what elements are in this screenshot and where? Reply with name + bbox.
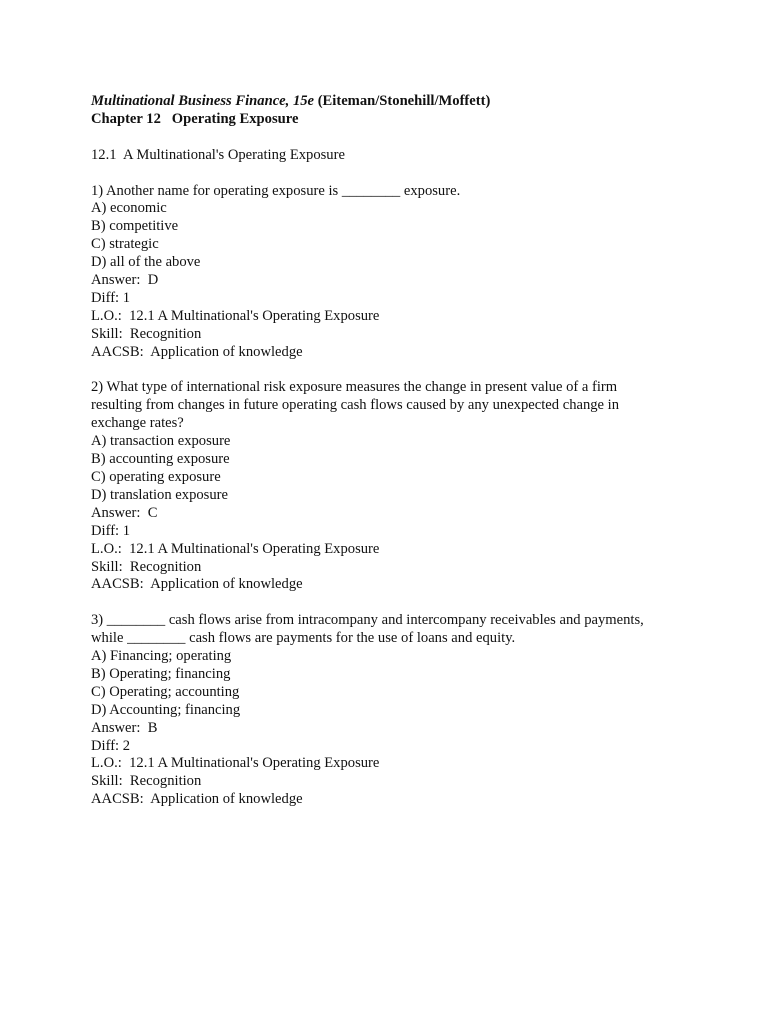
answer-option: D) Accounting; financing bbox=[91, 701, 241, 718]
question-block bbox=[91, 379, 691, 594]
question-stem: resulting from changes in future operating cash flows caused by any unexpected change in bbox=[91, 397, 620, 414]
answer-option: B) Operating; financing bbox=[91, 665, 231, 682]
learning-objective: L.O.: 12.1 A Multinational's Operating Exposure bbox=[91, 540, 380, 557]
answer-option: C) operating exposure bbox=[91, 468, 221, 485]
answer-key: Answer: D bbox=[91, 272, 159, 289]
document-page bbox=[91, 93, 691, 809]
section-heading bbox=[91, 147, 691, 165]
aacsb: AACSB: Application of knowledge bbox=[91, 791, 303, 808]
document-header bbox=[91, 93, 691, 129]
answer-option: D) all of the above bbox=[91, 254, 201, 271]
question-stem: while ________ cash flows are payments for the use of loans and equity. bbox=[91, 630, 516, 647]
question-block bbox=[91, 612, 691, 809]
answer-key: Answer: C bbox=[91, 504, 158, 521]
question-stem: 2) What type of international risk exposure measures the change in present value of a firm bbox=[91, 379, 618, 396]
section-title: 12.1 A Multinational's Operating Exposure bbox=[91, 146, 345, 163]
answer-option: B) competitive bbox=[91, 218, 179, 235]
difficulty: Diff: 1 bbox=[91, 289, 131, 306]
chapter-title: Chapter 12 Operating Exposure bbox=[91, 110, 299, 127]
answer-option: D) translation exposure bbox=[91, 486, 228, 503]
answer-option: A) economic bbox=[91, 200, 167, 217]
skill: Skill: Recognition bbox=[91, 773, 202, 790]
answer-option: C) Operating; accounting bbox=[91, 683, 240, 700]
question-stem: 1) Another name for operating exposure is ________ exposure. bbox=[91, 182, 461, 199]
learning-objective: L.O.: 12.1 A Multinational's Operating Exposure bbox=[91, 307, 380, 324]
book-authors: (Eiteman/Stonehill/Moffett) bbox=[317, 93, 491, 109]
book-title: Multinational Business Finance, 15e bbox=[91, 93, 315, 109]
question-stem: 3) ________ cash flows arise from intracompany and intercompany receivables and payments, bbox=[91, 612, 644, 629]
answer-option: A) Financing; operating bbox=[91, 648, 232, 665]
skill: Skill: Recognition bbox=[91, 558, 202, 575]
question-list bbox=[91, 183, 691, 810]
book-citation bbox=[91, 93, 691, 111]
answer-key: Answer: B bbox=[91, 719, 158, 736]
aacsb: AACSB: Application of knowledge bbox=[91, 343, 303, 360]
difficulty: Diff: 1 bbox=[91, 522, 131, 539]
learning-objective: L.O.: 12.1 A Multinational's Operating Exposure bbox=[91, 755, 380, 772]
question-block bbox=[91, 183, 691, 362]
answer-option: A) transaction exposure bbox=[91, 433, 231, 450]
skill: Skill: Recognition bbox=[91, 325, 202, 342]
aacsb: AACSB: Application of knowledge bbox=[91, 576, 303, 593]
question-stem: exchange rates? bbox=[91, 415, 184, 432]
answer-option: B) accounting exposure bbox=[91, 451, 230, 468]
difficulty: Diff: 2 bbox=[91, 737, 131, 754]
answer-option: C) strategic bbox=[91, 236, 159, 253]
